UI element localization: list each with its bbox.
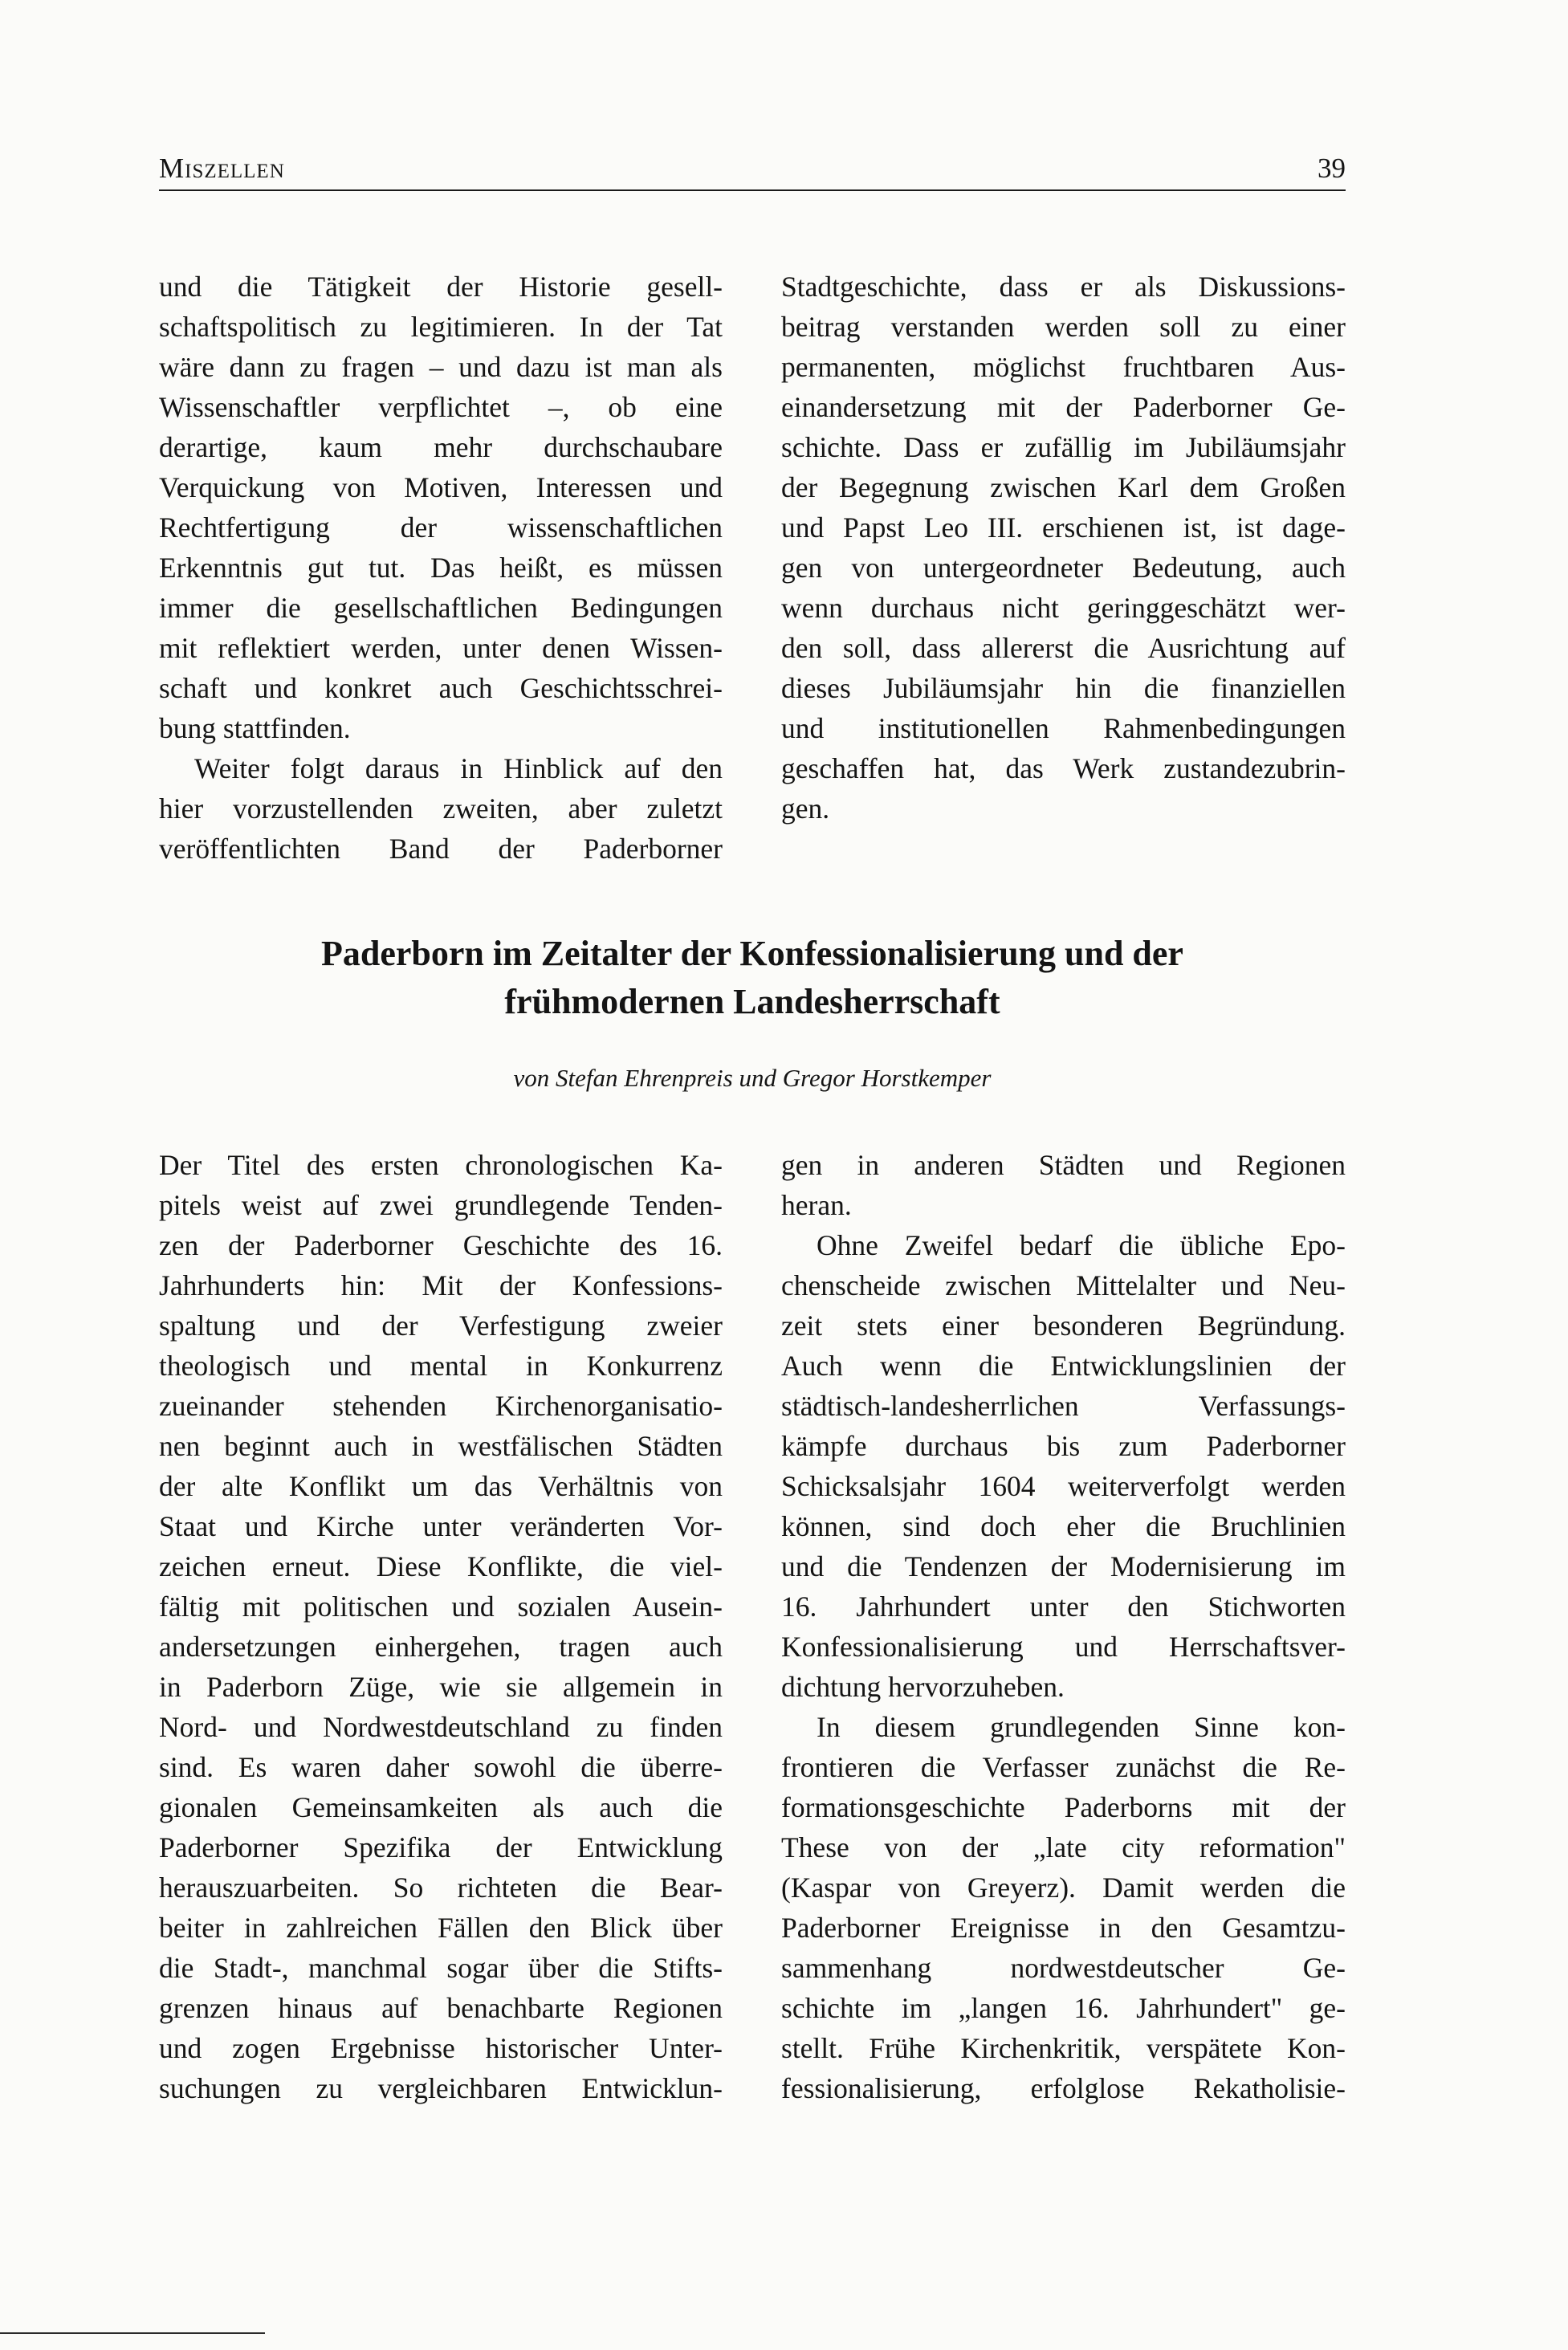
text-line: kämpfe durchaus bis zum Paderborner [781, 1430, 1346, 1462]
text-line: mit reflektiert werden, unter denen Wissen- [159, 632, 723, 664]
text-line: zeit stets einer besonderen Begründung. [781, 1309, 1346, 1342]
text-line: einandersetzung mit der Paderborner Ge- [781, 391, 1346, 423]
page-header [159, 153, 1346, 191]
text-line: die Stadt-, manchmal sogar über die Stifts- [159, 1952, 723, 1984]
title-line: Paderborn im Zeitalter der Konfessionalisierung und der [321, 934, 1183, 973]
text-line: schaft und konkret auch Geschichtsschrei- [159, 672, 723, 704]
text-line: können, sind doch eher die Bruchlinien [781, 1510, 1346, 1542]
text-line: In diesem grundlegenden Sinne kon- [817, 1711, 1346, 1743]
text-line: zen der Paderborner Geschichte des 16. [159, 1229, 723, 1261]
text-line: Verquickung von Motiven, Interessen und [159, 471, 723, 503]
text-line: pitels weist auf zwei grundlegende Tenden- [159, 1189, 723, 1221]
text-line: Konfessionalisierung und Herrschaftsver- [781, 1631, 1346, 1663]
text-line: formationsgeschichte Paderborns mit der [781, 1791, 1346, 1823]
text-line: andersetzungen einhergehen, tragen auch [159, 1631, 723, 1663]
text-line: suchungen zu vergleichbaren Entwicklun- [159, 2072, 723, 2104]
text-line: herauszuarbeiten. So richteten die Bear- [159, 1871, 723, 1904]
article-title [159, 930, 1346, 1026]
text-line: (Kaspar von Greyerz). Damit werden die [781, 1871, 1346, 1904]
text-line: schichte im „langen 16. Jahrhundert" ge- [781, 1992, 1346, 2024]
text-line: gen in anderen Städten und Regionen [781, 1149, 1346, 1181]
text-line: Staat und Kirche unter veränderten Vor- [159, 1510, 723, 1542]
text-line: These von der „late city reformation" [781, 1831, 1346, 1863]
text-line: Weiter folgt daraus in Hinblick auf den [194, 752, 723, 784]
text-line: veröffentlichten Band der Paderborner [159, 833, 723, 865]
text-line: schichte. Dass er zufällig im Jubiläumsjahr [781, 431, 1346, 463]
text-line: hier vorzustellenden zweiten, aber zuletzt [159, 792, 723, 825]
text-line: dichtung hervorzuheben. [781, 1671, 1065, 1703]
running-head: Miszellen [159, 153, 285, 184]
text-line: der Begegnung zwischen Karl dem Großen [781, 471, 1346, 503]
text-line: immer die gesellschaftlichen Bedingungen [159, 592, 723, 624]
text-line: schaftspolitisch zu legitimieren. In der Tat [159, 311, 723, 343]
text-line: grenzen hinaus auf benachbarte Regionen [159, 1992, 723, 2024]
text-line: Rechtfertigung der wissenschaftlichen [159, 511, 723, 544]
text-line: Ohne Zweifel bedarf die übliche Epo- [817, 1229, 1346, 1261]
text-line: und Papst Leo III. erschienen ist, ist dage- [781, 511, 1346, 544]
text-line: beiter in zahlreichen Fällen den Blick über [159, 1912, 723, 1944]
text-line: Jahrhunderts hin: Mit der Konfessions- [159, 1269, 723, 1301]
bottom-left-column [159, 1145, 723, 2108]
text-line: dieses Jubiläumsjahr hin die finanziellen [781, 672, 1346, 704]
bottom-right-column [781, 1145, 1346, 2108]
top-right-column [781, 267, 1346, 829]
text-line: permanenten, möglichst fruchtbaren Aus- [781, 351, 1346, 383]
text-line: chenscheide zwischen Mittelalter und Neu- [781, 1269, 1346, 1301]
text-line: und die Tätigkeit der Historie gesell- [159, 271, 723, 303]
text-line: beitrag verstanden werden soll zu einer [781, 311, 1346, 343]
text-line: gionalen Gemeinsamkeiten als auch die [159, 1791, 723, 1823]
text-line: und zogen Ergebnisse historischer Unter- [159, 2032, 723, 2064]
text-line: gen. [781, 792, 830, 825]
text-line: zueinander stehenden Kirchenorganisatio- [159, 1390, 723, 1422]
text-line: Paderborner Spezifika der Entwicklung [159, 1831, 723, 1863]
text-line: 16. Jahrhundert unter den Stichworten [781, 1590, 1346, 1623]
text-line: fessionalisierung, erfolglose Rekatholisie- [781, 2072, 1346, 2104]
text-line: Erkenntnis gut tut. Das heißt, es müssen [159, 552, 723, 584]
text-line: sind. Es waren daher sowohl die überre- [159, 1751, 723, 1783]
text-line: frontieren die Verfasser zunächst die Re- [781, 1751, 1346, 1783]
text-line: zeichen erneut. Diese Konflikte, die viel- [159, 1550, 723, 1582]
text-line: nen beginnt auch in westfälischen Städten [159, 1430, 723, 1462]
text-line: Auch wenn die Entwicklungslinien der [781, 1350, 1346, 1382]
text-line: Paderborner Ereignisse in den Gesamtzu- [781, 1912, 1346, 1944]
text-line: in Paderborn Züge, wie sie allgemein in [159, 1671, 723, 1703]
text-line: der alte Konflikt um das Verhältnis von [159, 1470, 723, 1502]
text-line: städtisch-landesherrlichen Verfassungs- [781, 1390, 1346, 1422]
title-line: frühmodernen Landesherrschaft [504, 982, 1000, 1021]
text-line: wäre dann zu fragen – und dazu ist man als [159, 351, 723, 383]
footer-rule [0, 2332, 265, 2334]
text-line: sammenhang nordwestdeutscher Ge- [781, 1952, 1346, 1984]
text-line: gen von untergeordneter Bedeutung, auch [781, 552, 1346, 584]
text-line: Nord- und Nordwestdeutschland zu finden [159, 1711, 723, 1743]
text-line: Schicksalsjahr 1604 weiterverfolgt werden [781, 1470, 1346, 1502]
text-line: Der Titel des ersten chronologischen Ka- [159, 1149, 723, 1181]
text-line: derartige, kaum mehr durchschaubare [159, 431, 723, 463]
top-left-column [159, 267, 723, 869]
text-line: und die Tendenzen der Modernisierung im [781, 1550, 1346, 1582]
article-byline: von Stefan Ehrenpreis und Gregor Horstkemper [513, 1064, 992, 1092]
text-line: den soll, dass allererst die Ausrichtung auf [781, 632, 1346, 664]
text-line: und institutionellen Rahmenbedingungen [781, 712, 1346, 744]
text-line: fältig mit politischen und sozialen Ausein- [159, 1590, 723, 1623]
text-line: bung stattfinden. [159, 712, 351, 744]
text-line: theologisch und mental in Konkurrenz [159, 1350, 723, 1382]
text-line: stellt. Frühe Kirchenkritik, verspätete Kon- [781, 2032, 1346, 2064]
text-line: spaltung und der Verfestigung zweier [159, 1309, 723, 1342]
text-line: wenn durchaus nicht geringgeschätzt wer- [781, 592, 1346, 624]
text-line: Wissenschaftler verpflichtet –, ob eine [159, 391, 723, 423]
page-number: 39 [1318, 153, 1346, 184]
text-line: Stadtgeschichte, dass er als Diskussions- [781, 271, 1346, 303]
text-line: geschaffen hat, das Werk zustandezubrin- [781, 752, 1346, 784]
text-line: heran. [781, 1189, 852, 1221]
